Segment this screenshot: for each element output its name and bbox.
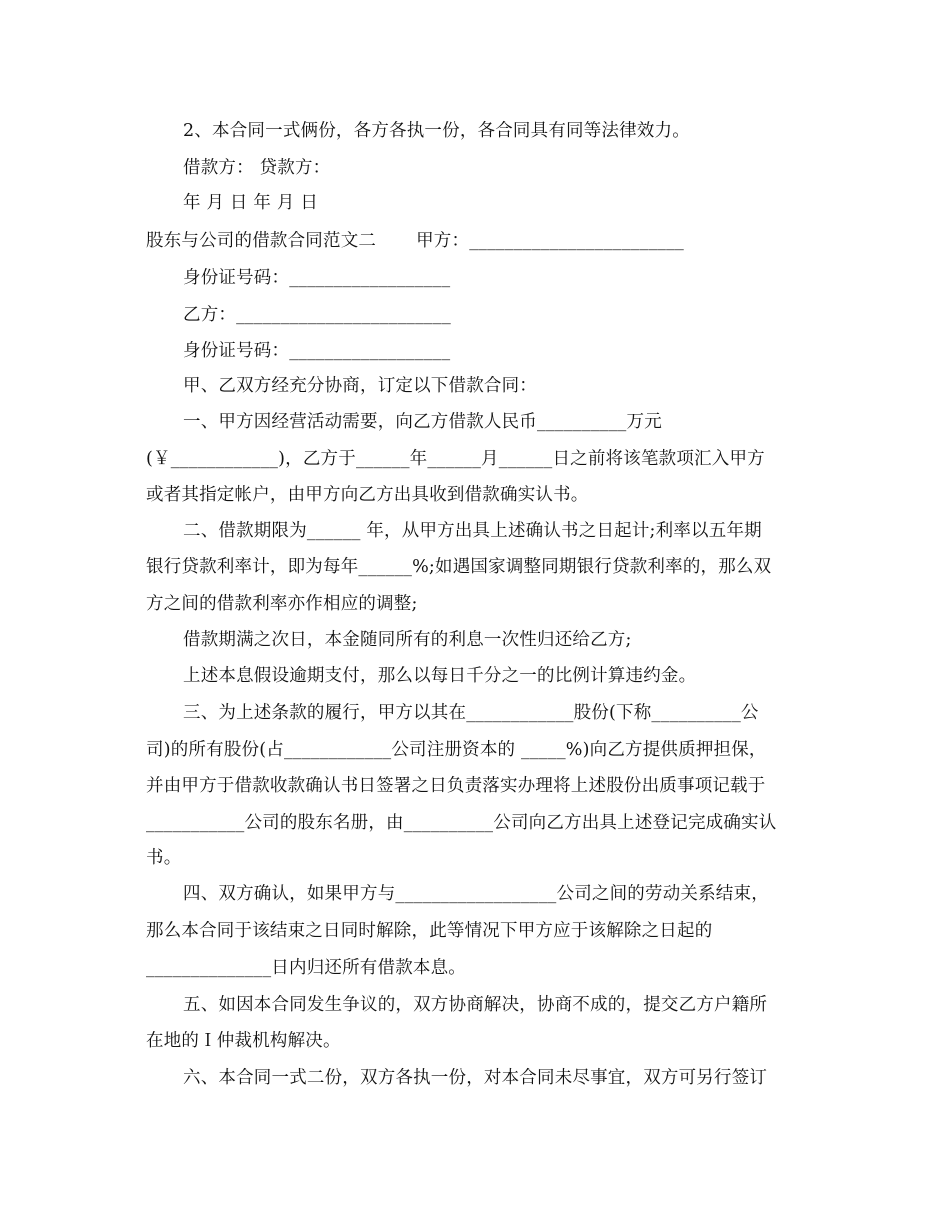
text-line: 年 月 日 年 月 日 bbox=[183, 193, 319, 213]
text-line: 借款期满之次日，本金随同所有的利息一次性归还给乙方; bbox=[183, 630, 632, 650]
text-line: 在地的Ｉ仲裁机构解决。 bbox=[146, 1031, 341, 1051]
text-line: 借款方： 贷款方： bbox=[183, 158, 331, 178]
text-line: (￥____________)，乙方于______年______月______日之前将该笔款项汇入甲方 bbox=[146, 449, 765, 469]
text-line: 一、甲方因经营活动需要，向乙方借款人民币__________万元 bbox=[183, 412, 662, 432]
text-line: 甲、乙双方经充分协商，订定以下借款合同： bbox=[183, 376, 537, 396]
text-line: 并由甲方于借款收款确认书日签署之日负责落实办理将上述股份出质事项记载于 bbox=[146, 776, 766, 796]
text-line: 那么本合同于该结束之日同时解除，此等情况下甲方应于该解除之日起的 bbox=[146, 921, 713, 941]
text-line: ___________公司的股东名册，由__________公司向乙方出具上述登记完成确实认 bbox=[146, 813, 777, 833]
section-title: 股东与公司的借款合同范文二 bbox=[146, 231, 377, 251]
party-a-line: 甲方：________________________ bbox=[416, 231, 685, 251]
text-line: 二、借款期限为______ 年，从甲方出具上述确认书之日起计;利率以五年期 bbox=[183, 521, 762, 541]
text-line: 六、本合同一式二份，双方各执一份，对本合同未尽事宜，双方可另行签订 bbox=[183, 1068, 768, 1088]
text-line: 身份证号码：__________________ bbox=[183, 341, 451, 361]
section-title-line bbox=[146, 231, 684, 251]
text-line: 2、本合同一式俩份，各方各执一份，各合同具有同等法律效力。 bbox=[183, 121, 690, 141]
text-line: 三、为上述条款的履行，甲方以其在____________股份(下称__________公 bbox=[183, 703, 759, 723]
text-line: 银行贷款利率计，即为每年______%;如遇国家调整同期银行贷款利率的，那么双 bbox=[146, 557, 772, 577]
text-line: 方之间的借款利率亦作相应的调整; bbox=[146, 594, 418, 614]
text-line: 乙方：________________________ bbox=[183, 305, 451, 325]
text-line: 身份证号码：__________________ bbox=[183, 268, 451, 288]
text-line: ______________日内归还所有借款本息。 bbox=[146, 958, 466, 978]
text-line: 司)的所有股份(占____________公司注册资本的 _____%)向乙方提供质押担保， bbox=[146, 740, 767, 760]
text-line: 书。 bbox=[146, 848, 182, 868]
text-line: 五、如因本合同发生争议的，双方协商解决，协商不成的，提交乙方户籍所 bbox=[183, 995, 768, 1015]
text-line: 或者其指定帐户，由甲方向乙方出具收到借款确实认书。 bbox=[146, 485, 589, 505]
text-line: 四、双方确认，如果甲方与__________________公司之间的劳动关系结束， bbox=[183, 884, 769, 904]
text-line: 上述本息假设逾期支付，那么以每日千分之一的比例计算违约金。 bbox=[183, 666, 697, 686]
